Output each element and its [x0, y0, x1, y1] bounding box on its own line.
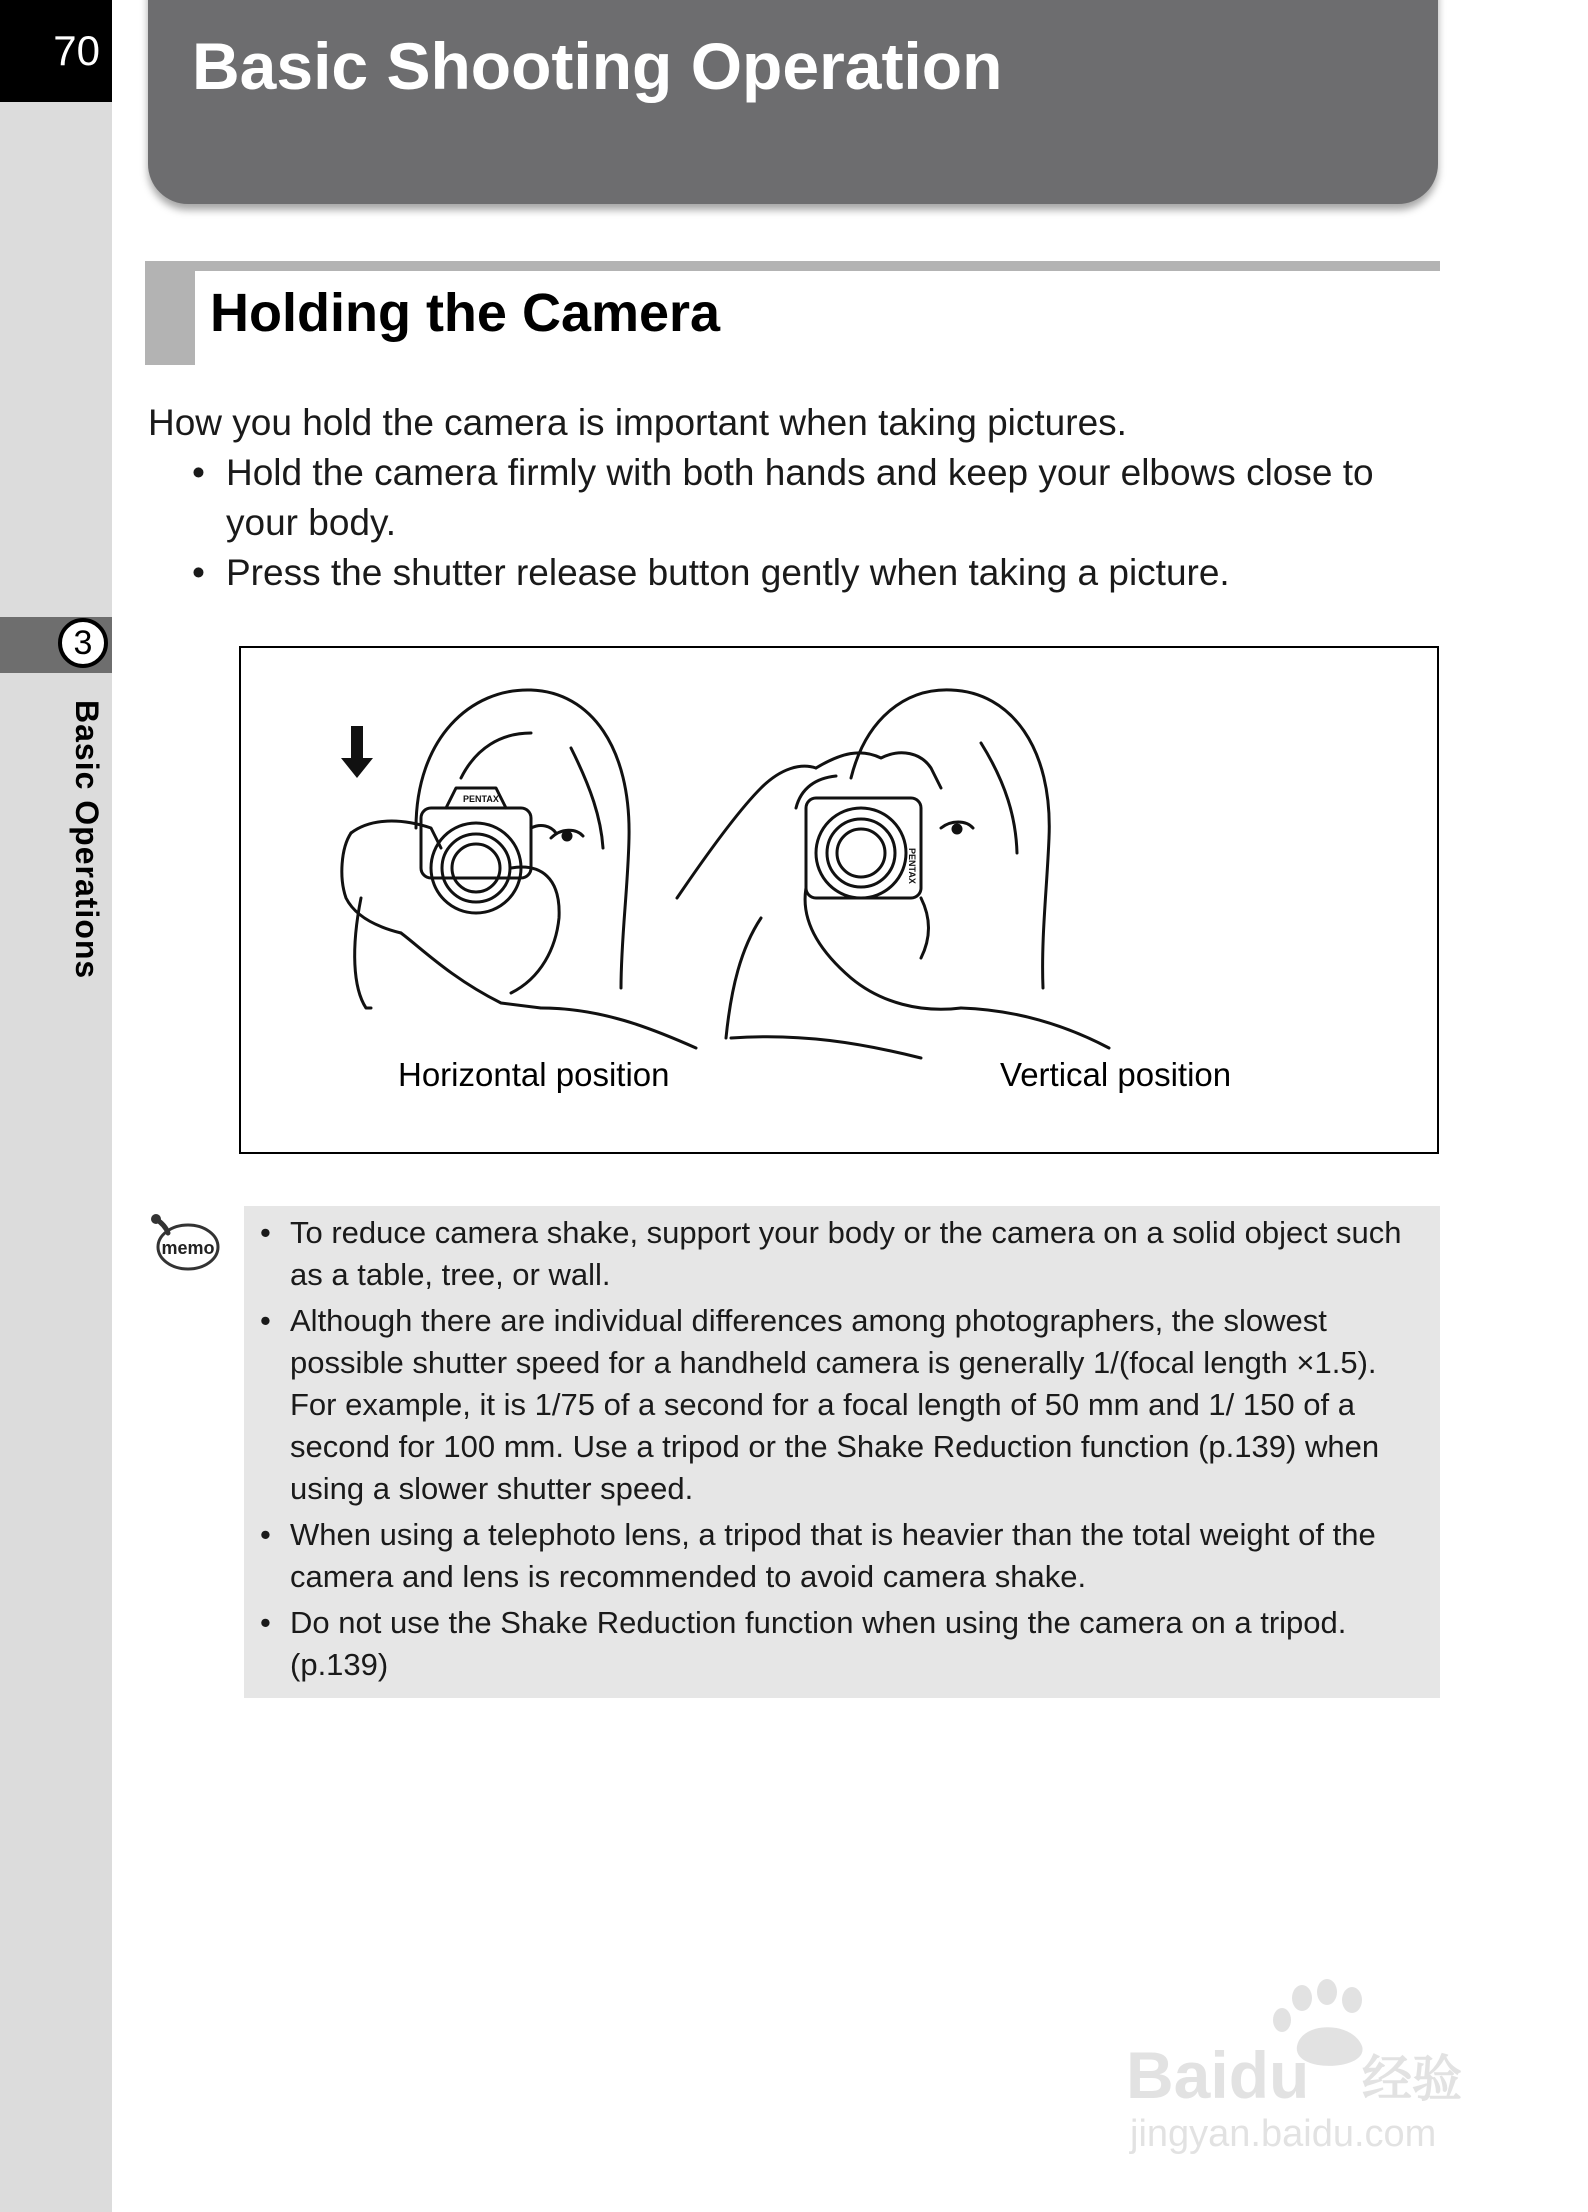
horizontal-caption: Horizontal position [398, 1056, 670, 1093]
vertical-caption: Vertical position [1000, 1056, 1232, 1093]
intro-text: How you hold the camera is important when taking pictures. [148, 402, 1127, 443]
memo-icon-label: memo [161, 1238, 215, 1258]
page-title: Basic Shooting Operation [192, 29, 1003, 103]
instruction-item: • Hold the camera firmly with both hands and keep your elbows close to your body. [192, 448, 1442, 548]
watermark-url: jingyan.baidu.com [1130, 2113, 1437, 2155]
watermark-cn: 经验 [1362, 2050, 1462, 2108]
watermark-brand: Baidu [1126, 2038, 1310, 2112]
press-arrow-icon [341, 726, 373, 778]
vertical-person-illustration [677, 690, 1109, 1058]
memo-item: • To reduce camera shake, support your body or the camera on a solid object such as a table, tree, or wall. [260, 1212, 1430, 1296]
horizontal-person-illustration [342, 690, 696, 1048]
baidu-watermark [1122, 1976, 1502, 2156]
camera-brand-label-vertical: PENTAX [907, 848, 917, 884]
section-rule [145, 261, 1440, 271]
instruction-item: • Press the shutter release button gently when taking a picture. [192, 548, 1442, 598]
camera-brand-label: PENTAX [463, 794, 499, 804]
section-title: Holding the Camera [210, 283, 721, 343]
sidebar [0, 0, 112, 2212]
instruction-list [192, 448, 1442, 598]
memo-icon [150, 1213, 220, 1273]
chapter-label: Basic Operations [69, 700, 105, 980]
chapter-number: 3 [58, 618, 108, 668]
memo-list [260, 1212, 1430, 1690]
section-marker [145, 261, 195, 365]
memo-item: • When using a telephoto lens, a tripod that is heavier than the total weight of the camera and lens is recommended to avoid camera shake. [260, 1514, 1430, 1598]
page-number: 70 [0, 0, 112, 102]
memo-box [244, 1206, 1440, 1698]
memo-item: • Do not use the Shake Reduction function when using the camera on a tripod. (p.139) [260, 1602, 1430, 1686]
memo-item: • Although there are individual differences among photographers, the slowest possible shutter speed for a handheld camera is generally 1/(focal length ×1.5). For example, it is 1/75 of a second for a focal length of 50 mm and 1/ 150 of a second for 100 mm. Use a tripod or the Shake Reduction function (p.139) when using a slower shutter speed. [260, 1300, 1430, 1510]
